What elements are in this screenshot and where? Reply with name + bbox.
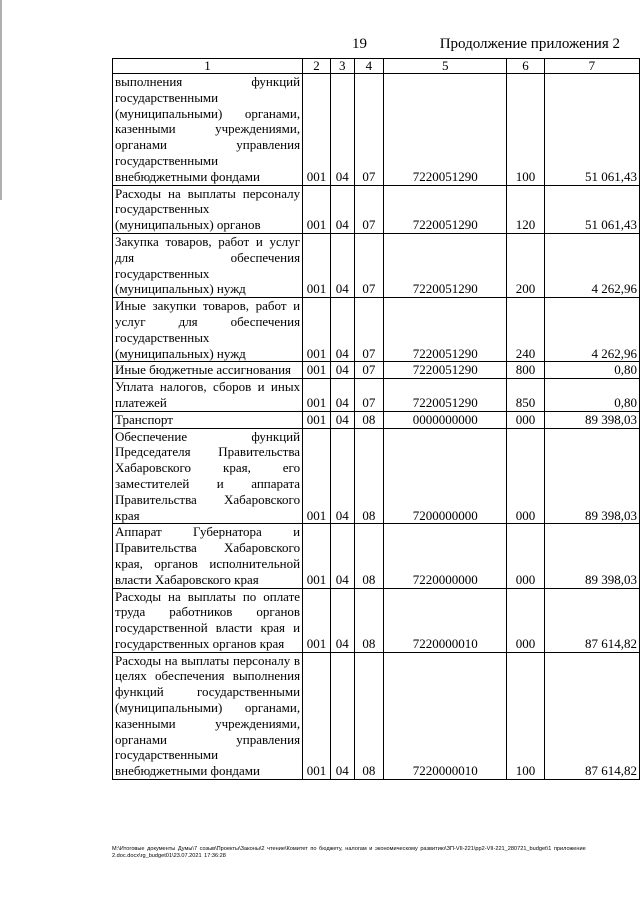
- target-article-cell: 7200000000: [384, 428, 507, 524]
- admin-code-cell: 001: [303, 233, 331, 297]
- amount-cell: 4 262,96: [544, 298, 639, 362]
- expense-type-cell: 000: [507, 524, 544, 588]
- target-article-cell: 7220051290: [384, 362, 507, 379]
- target-article-cell: 0000000000: [384, 411, 507, 428]
- section-code-cell: 04: [330, 652, 354, 779]
- expense-type-cell: 120: [507, 185, 544, 233]
- table-row: [113, 233, 640, 297]
- section-code-cell: 04: [330, 379, 354, 412]
- admin-code-cell: 001: [303, 524, 331, 588]
- amount-cell: 89 398,03: [544, 428, 639, 524]
- expense-type-cell: 000: [507, 411, 544, 428]
- item-name-cell: Уплата налогов, сборов и иных платежей: [113, 379, 303, 412]
- target-article-cell: 7220051290: [384, 233, 507, 297]
- expense-type-cell: 200: [507, 233, 544, 297]
- item-name-cell: выполнения функций государственными (муниципальными) органами, казенными учреждениями, органами управления государственными внебюджетными фондами: [113, 74, 303, 186]
- section-code-cell: 04: [330, 185, 354, 233]
- expense-type-cell: 000: [507, 428, 544, 524]
- target-article-cell: 7220051290: [384, 379, 507, 412]
- table-row: [113, 652, 640, 779]
- expense-type-cell: 100: [507, 652, 544, 779]
- admin-code-cell: 001: [303, 588, 331, 652]
- table-row: [113, 74, 640, 186]
- subsection-code-cell: 08: [354, 411, 383, 428]
- target-article-cell: 7220051290: [384, 74, 507, 186]
- expense-type-cell: 800: [507, 362, 544, 379]
- subsection-code-cell: 07: [354, 362, 383, 379]
- item-name-cell: Иные закупки товаров, работ и услуг для обеспечения государственных (муниципальных) нужд: [113, 298, 303, 362]
- subsection-code-cell: 08: [354, 652, 383, 779]
- amount-cell: 0,80: [544, 362, 639, 379]
- section-code-cell: 04: [330, 588, 354, 652]
- amount-cell: 4 262,96: [544, 233, 639, 297]
- column-header: 3: [330, 59, 354, 74]
- section-code-cell: 04: [330, 362, 354, 379]
- subsection-code-cell: 07: [354, 233, 383, 297]
- target-article-cell: 7220000010: [384, 652, 507, 779]
- table-row: [113, 298, 640, 362]
- target-article-cell: 7220000000: [384, 524, 507, 588]
- target-article-cell: 7220051290: [384, 298, 507, 362]
- table-header-row: [113, 59, 640, 74]
- admin-code-cell: 001: [303, 74, 331, 186]
- table-row: [113, 411, 640, 428]
- item-name-cell: Иные бюджетные ассигнования: [113, 362, 303, 379]
- column-header: 1: [113, 59, 303, 74]
- item-name-cell: Расходы на выплаты персоналу государственных (муниципальных) органов: [113, 185, 303, 233]
- section-code-cell: 04: [330, 74, 354, 186]
- column-header: 7: [544, 59, 639, 74]
- section-code-cell: 04: [330, 524, 354, 588]
- table-row: [113, 362, 640, 379]
- item-name-cell: Расходы на выплаты по оплате труда работников органов государственной власти края и государственных органов края: [113, 588, 303, 652]
- column-header: 5: [384, 59, 507, 74]
- column-header: 2: [303, 59, 331, 74]
- item-name-cell: Обеспечение функций Председателя Правительства Хабаровского края, его заместителей и аппарата Правительства Хабаровского края: [113, 428, 303, 524]
- amount-cell: 87 614,82: [544, 652, 639, 779]
- admin-code-cell: 001: [303, 185, 331, 233]
- section-code-cell: 04: [330, 233, 354, 297]
- expense-type-cell: 240: [507, 298, 544, 362]
- amount-cell: 89 398,03: [544, 524, 639, 588]
- subsection-code-cell: 08: [354, 524, 383, 588]
- table-row: [113, 524, 640, 588]
- page-edge-mark: [0, 0, 2, 200]
- subsection-code-cell: 07: [354, 74, 383, 186]
- target-article-cell: 7220000010: [384, 588, 507, 652]
- admin-code-cell: 001: [303, 652, 331, 779]
- column-header: 6: [507, 59, 544, 74]
- subsection-code-cell: 08: [354, 428, 383, 524]
- expense-type-cell: 850: [507, 379, 544, 412]
- subsection-code-cell: 07: [354, 298, 383, 362]
- section-code-cell: 04: [330, 298, 354, 362]
- subsection-code-cell: 07: [354, 379, 383, 412]
- section-code-cell: 04: [330, 428, 354, 524]
- admin-code-cell: 001: [303, 362, 331, 379]
- table-row: [113, 428, 640, 524]
- expense-type-cell: 100: [507, 74, 544, 186]
- amount-cell: 51 061,43: [544, 74, 639, 186]
- amount-cell: 51 061,43: [544, 185, 639, 233]
- amount-cell: 0,80: [544, 379, 639, 412]
- subsection-code-cell: 07: [354, 185, 383, 233]
- column-header: 4: [354, 59, 383, 74]
- admin-code-cell: 001: [303, 379, 331, 412]
- admin-code-cell: 001: [303, 298, 331, 362]
- page-number: 19: [352, 36, 367, 52]
- amount-cell: 87 614,82: [544, 588, 639, 652]
- subsection-code-cell: 08: [354, 588, 383, 652]
- admin-code-cell: 001: [303, 428, 331, 524]
- table-row: [113, 588, 640, 652]
- file-path-footer: M:\Итоговые документы Думы\7 созыв\Проекты\Законы\2 чтение\Комитет по бюджету, налогам и экономическому развитию\ЗП-VII-221\рр2-VII-221_280721_budget\1 приложение 2.doc.docx\rg_budget01\23.07.2021 17:36:28: [112, 846, 586, 859]
- section-code-cell: 04: [330, 411, 354, 428]
- item-name-cell: Расходы на выплаты персоналу в целях обеспечения выполнения функций государственными (муниципальными) органами, казенными учреждениями, органами управления государственными внебюджетными фондами: [113, 652, 303, 779]
- appendix-continuation-label: Продолжение приложения 2: [439, 36, 620, 52]
- item-name-cell: Аппарат Губернатора и Правительства Хабаровского края, органов исполнительной власти Хабаровского края: [113, 524, 303, 588]
- target-article-cell: 7220051290: [384, 185, 507, 233]
- expense-type-cell: 000: [507, 588, 544, 652]
- table-row: [113, 185, 640, 233]
- item-name-cell: Транспорт: [113, 411, 303, 428]
- item-name-cell: Закупка товаров, работ и услуг для обеспечения государственных (муниципальных) нужд: [113, 233, 303, 297]
- admin-code-cell: 001: [303, 411, 331, 428]
- budget-table: [112, 58, 640, 780]
- table-row: [113, 379, 640, 412]
- amount-cell: 89 398,03: [544, 411, 639, 428]
